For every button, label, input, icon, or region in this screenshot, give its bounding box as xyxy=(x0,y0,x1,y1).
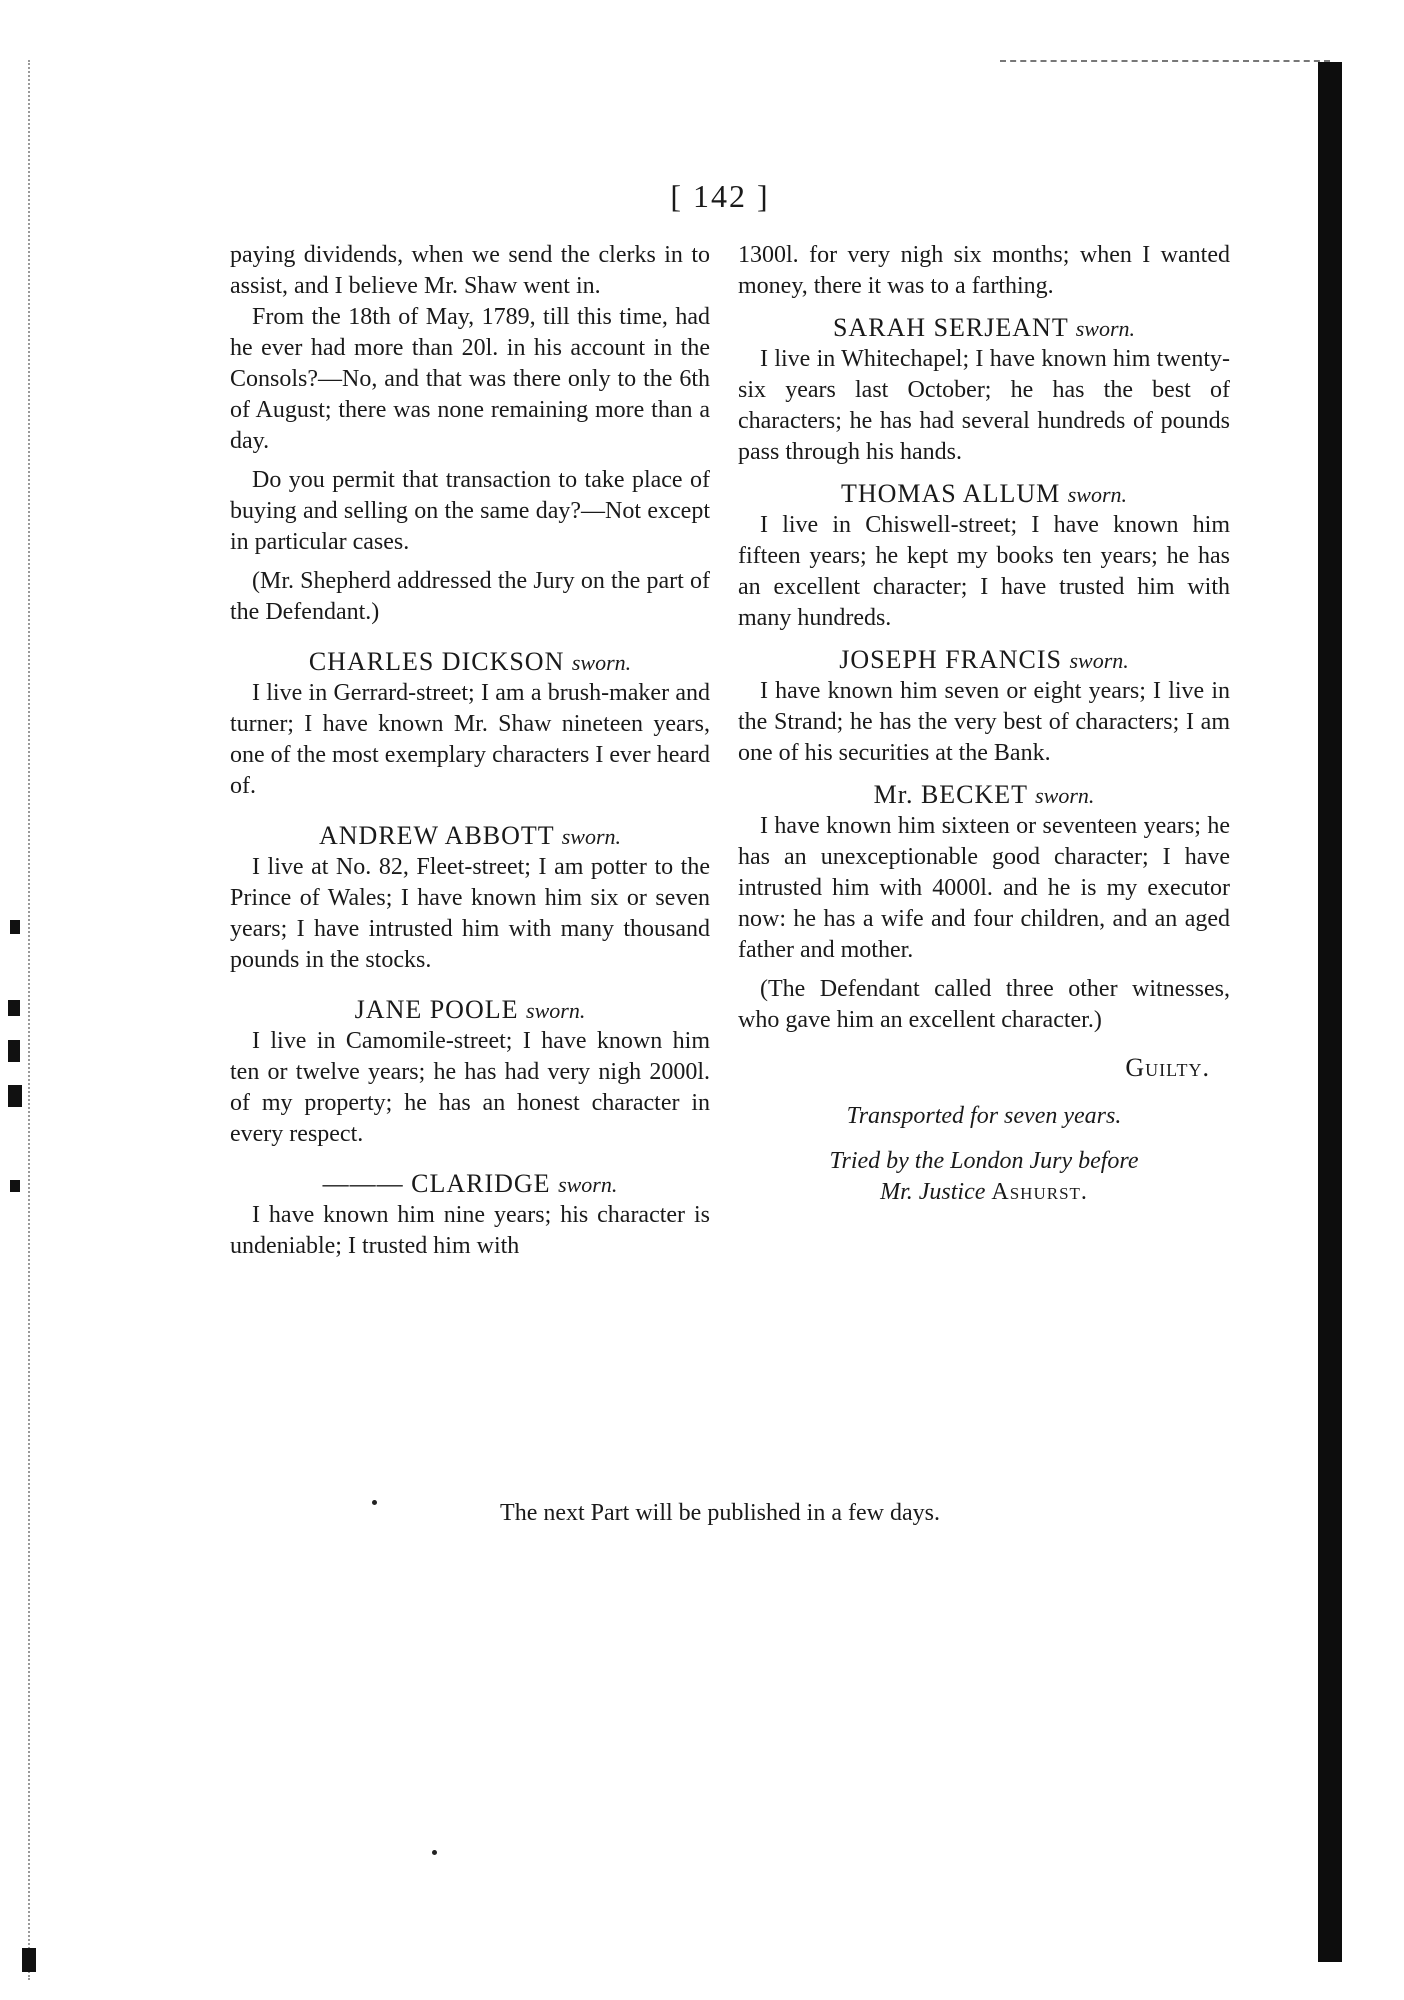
trial-note-line: Tried by the London Jury before xyxy=(829,1148,1139,1174)
witness-name: ANDREW ABBOTT xyxy=(318,821,555,850)
trial-note-line xyxy=(738,1177,1230,1208)
paragraph: Do you permit that transaction to take place of buying and selling on the same day?—Not except in particular cases. xyxy=(230,467,710,555)
footer-notice: The next Part will be published in a few days. xyxy=(500,1500,940,1526)
scan-artifact xyxy=(8,1000,20,1016)
witness-name: JOSEPH FRANCIS xyxy=(839,645,1062,674)
witness-name: JANE POOLE xyxy=(354,995,519,1024)
witness-testimony: I live in Chiswell-street; I have known him fifteen years; he kept my books ten years; he has an excellent character; I have trusted him with many hundreds. xyxy=(738,512,1230,631)
scan-top-rule xyxy=(1000,60,1330,64)
paragraph: paying dividends, when we send the clerks in to assist, and I believe Mr. Shaw went in. xyxy=(230,242,710,299)
sworn-label: sworn. xyxy=(1075,316,1136,341)
sworn-label: sworn. xyxy=(561,824,621,849)
witness-testimony: I have known him seven or eight years; I live in the Strand; he has the very best of characters; I am one of his securities at the Bank. xyxy=(738,678,1230,766)
witness-name: ——— CLARIDGE xyxy=(322,1169,551,1198)
scan-gutter-shadow xyxy=(1318,62,1342,1962)
scan-artifact xyxy=(10,920,20,934)
witness-name: SARAH SERJEANT xyxy=(832,313,1069,342)
page-number: [ 142 ] xyxy=(670,178,770,214)
witness-heading xyxy=(230,994,710,1026)
right-column xyxy=(738,240,1230,1208)
verdict: Guilty. xyxy=(1125,1053,1210,1082)
scan-left-edge xyxy=(28,60,40,1980)
sworn-label: sworn. xyxy=(571,650,632,675)
sworn-label: sworn. xyxy=(1069,648,1129,673)
sworn-label: sworn. xyxy=(1035,783,1095,808)
witness-heading xyxy=(738,478,1230,510)
judge-name: Ashurst. xyxy=(991,1179,1088,1205)
witness-testimony: I have known him nine years; his character is undeniable; I trusted him with xyxy=(230,1202,710,1259)
judge-title: Mr. Justice xyxy=(880,1179,986,1205)
scan-artifact xyxy=(22,1948,36,1972)
witness-heading xyxy=(230,646,710,678)
witness-testimony: I live in Camomile-street; I have known him ten or twelve years; he has had very nigh 2000l. of my property; he has an honest character in every respect. xyxy=(230,1028,710,1147)
witness-testimony: I live at No. 82, Fleet-street; I am potter to the Prince of Wales; I have known him six or seven years; I have intrusted him with many thousand pounds in the stocks. xyxy=(230,854,710,973)
witness-name: Mr. BECKET xyxy=(873,780,1028,809)
scan-artifact xyxy=(10,1180,20,1192)
sentence: Transported for seven years. xyxy=(846,1103,1122,1129)
sworn-label: sworn. xyxy=(526,998,586,1023)
left-column xyxy=(230,240,710,1262)
witness-testimony: I have known him sixteen or seventeen years; he has an unexceptionable good character; I have intrusted him with 4000l. and he is my executor now: he has a wife and four children, and an aged father and mother. xyxy=(738,813,1230,963)
scan-artifact xyxy=(8,1040,20,1062)
paragraph: (The Defendant called three other witnesses, who gave him an excellent character.) xyxy=(738,976,1230,1033)
paragraph: 1300l. for very nigh six months; when I wanted money, there it was to a farthing. xyxy=(738,242,1230,299)
scan-speck xyxy=(372,1500,377,1505)
scan-artifact xyxy=(8,1085,22,1107)
witness-name: CHARLES DICKSON xyxy=(308,647,565,676)
witness-name: THOMAS ALLUM xyxy=(840,479,1061,508)
witness-heading xyxy=(738,779,1230,811)
paragraph: From the 18th of May, 1789, till this time, had he ever had more than 20l. in his account in the Consols?—No, and that was there only to the 6th of August; there was none remaining more than a day. xyxy=(230,304,710,454)
scan-speck xyxy=(432,1850,437,1855)
witness-heading xyxy=(738,312,1230,344)
sworn-label: sworn. xyxy=(558,1172,618,1197)
witness-testimony: I live in Gerrard-street; I am a brush-maker and turner; I have known Mr. Shaw nineteen years, one of the most exemplary characters I ever heard of. xyxy=(230,680,710,799)
witness-heading xyxy=(738,644,1230,676)
witness-testimony: I live in Whitechapel; I have known him twenty-six years last October; he has the best of characters; he has had several hundreds of pounds pass through his hands. xyxy=(738,346,1230,465)
trial-note xyxy=(738,1146,1230,1208)
sworn-label: sworn. xyxy=(1067,482,1128,507)
paragraph: (Mr. Shepherd addressed the Jury on the part of the Defendant.) xyxy=(230,568,710,625)
witness-heading xyxy=(230,820,710,852)
witness-heading xyxy=(230,1168,710,1200)
